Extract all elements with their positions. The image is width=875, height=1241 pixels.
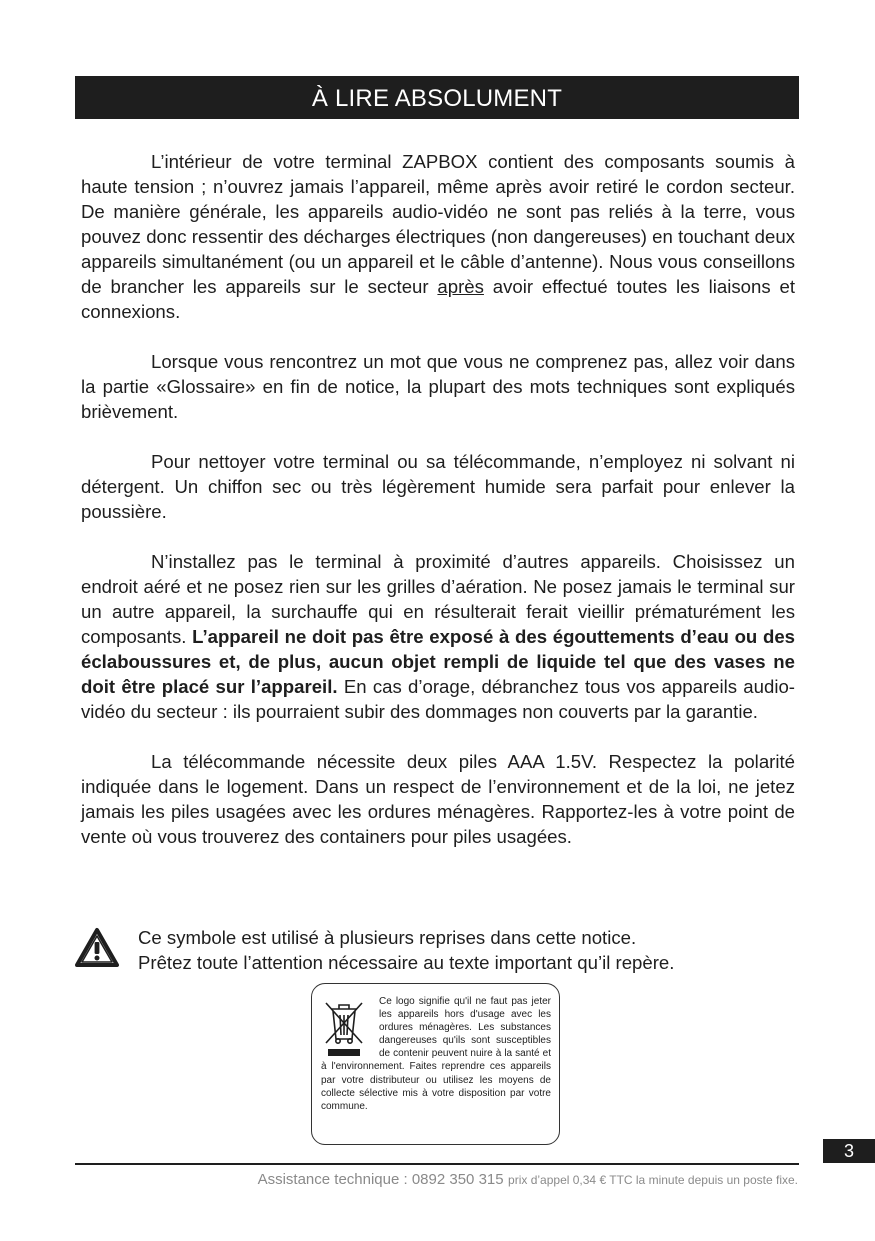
underlined-word: après: [437, 276, 484, 297]
paragraph-text: avoir effectué toutes les liaisons et connexions.: [81, 276, 796, 322]
footer-price-note: prix d’appel 0,34 € TTC la minute depuis un poste fixe.: [508, 1173, 798, 1187]
paragraph-batteries: La télécommande nécessite deux piles AAA 1.5V. Respectez la polarité indiquée dans le logement. Dans un respect de l’environnement et de la loi, ne jetez jamais les piles usagées avec les ordures ménagères. Rapportez-les à votre point de vente où vous trouverez des containers pour piles usagées.: [81, 751, 795, 847]
weee-notice-box: [311, 983, 560, 1145]
warning-note: [74, 925, 804, 981]
warning-line-1: Ce symbole est utilisé à plusieurs reprises dans cette notice.: [138, 927, 637, 948]
bold-warning-text: L’appareil ne doit pas être exposé à des égouttements d’eau ou des éclaboussures et, de plus, aucun objet rempli de liquide tel que des vases ne doit être placé sur l’appareil.: [81, 626, 795, 697]
paragraph-text: L’intérieur de votre terminal ZAPBOX contient des composants soumis à haute tension ; n’ouvrez jamais l’appareil, même après avoir retiré le cordon secteur. De manière générale, les appareils audio-vidéo ne sont pas reliés à la terre, vous pouvez donc ressentir des décharges électriques (non dangereuses) en touchant deux appareils simultanément (ou un appareil et le câble d’antenne). Nous vous conseillons de brancher les appareils sur le secteur: [81, 151, 795, 297]
weee-text: [321, 995, 551, 1113]
warning-triangle-icon: [74, 927, 120, 969]
warning-text: [138, 925, 674, 975]
footer-divider: [75, 1163, 799, 1165]
paragraph-text: En cas d’orage, débranchez tous vos appareils audio-vidéo du secteur : ils pourraient subir des dommages non couverts par la garantie.: [81, 676, 795, 722]
page-title: À LIRE ABSOLUMENT: [75, 76, 799, 119]
paragraph-safety: [81, 149, 795, 324]
weee-paragraph: Ce logo signifie qu'il ne faut pas jeter les appareils hors d'usage avec les ordures ménagères. Les substances dangereuses qu'ils sont susceptibles de contenir peuvent nuire à la santé et à l'environnement. Faites reprendre ces appareils par votre distributeur ou utilisez les moyens de collecte sélective mis à votre disposition par votre commune.: [321, 996, 551, 1112]
page-number: 3: [823, 1139, 875, 1163]
paragraph-glossary: Lorsque vous rencontrez un mot que vous ne comprenez pas, allez voir dans la partie «Glossaire» en fin de notice, la plupart des mots techniques sont expliqués brièvement.: [81, 351, 795, 422]
paragraph-text: N’installez pas le terminal à proximité d’autres appareils. Choisissez un endroit aéré et ne posez rien sur les grilles d’aération. Ne posez jamais le terminal sur un autre appareil, la surchauffe qui en résulterait ferait vieillir prématurément les composants.: [81, 551, 795, 647]
footer: [258, 1171, 798, 1189]
paragraph-cleaning: Pour nettoyer votre terminal ou sa télécommande, n’employez ni solvant ni détergent. Un chiffon sec ou très légèrement humide sera parfait pour enlever la poussière.: [81, 451, 795, 522]
footer-support-line: Assistance technique : 0892 350 315: [257, 1171, 504, 1188]
warning-line-2: Prêtez toute l’attention nécessaire au texte important qu’il repère.: [138, 952, 675, 973]
main-content: [81, 149, 795, 874]
paragraph-installation: [81, 549, 795, 724]
